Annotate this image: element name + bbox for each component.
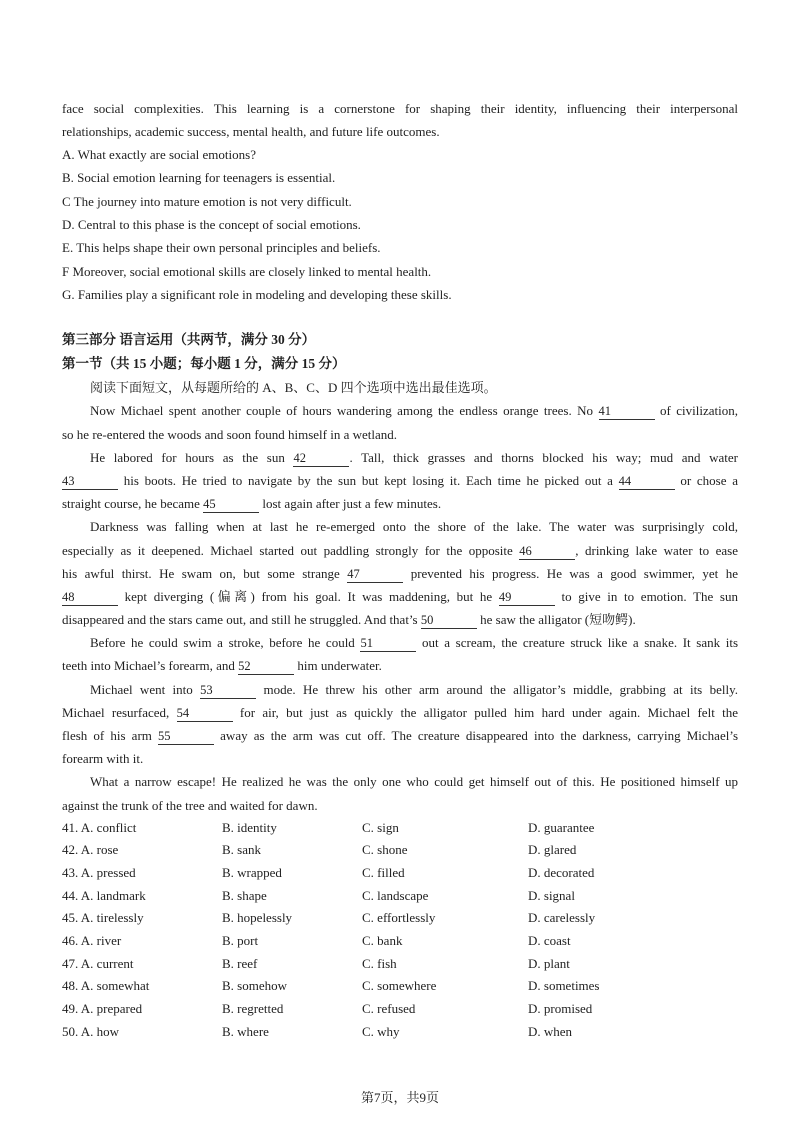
cloze-text: mode. He threw his other arm around the alligator’s middle, grabbing at its belly. [256,681,738,697]
choice-row [62,1021,738,1044]
section-title: 第一节（共 15 小题；每小题 1 分，满分 15 分） [62,356,346,371]
cloze-text: him underwater. [294,658,382,674]
cloze-text: Now Michael spent another couple of hours wandering among the endless orange trees. No [90,403,599,419]
cloze-text: lost again after just a few minutes. [259,496,442,512]
cloze-blank-46: 46 [519,544,575,560]
sentence-option-e: E. This helps shape their own personal principles and beliefs. [62,240,381,256]
choice-option-d: D. promised [528,1001,593,1017]
cloze-line [62,631,738,654]
choice-option-b: B. somehow [222,978,287,994]
choice-option-a: 47. A. current [62,955,134,971]
choice-option-d: D. signal [528,887,575,903]
cloze-text: Darkness was falling when at last he re-emerged onto the shore of the lake. The water was surprisingly cold, [90,519,738,535]
cloze-text: What a narrow escape! He realized he was the only one who could get himself out of this. He positioned himself up [90,774,738,790]
cloze-text: disappeared and the stars came out, and still he struggled. And that’s [62,612,421,628]
cloze-line [62,770,738,793]
choice-row [62,862,738,885]
cloze-text: for air, but just as quickly the alligator pulled him hard under again. Michael felt the [232,704,738,720]
cloze-text: away as the arm was cut off. The creature disappeared into the darkness, carrying Michael’s [214,728,738,744]
cloze-text: he saw the alligator (短吻鳄). [476,612,636,628]
choice-option-b: B. port [222,933,259,949]
cloze-line [62,654,738,677]
cloze-line [62,701,738,724]
choice-option-b: B. wrapped [222,864,282,880]
choice-option-c: C. fish [362,955,397,971]
choices-table [62,817,738,1044]
sentence-option-b: B. Social emotion learning for teenagers is essential. [62,170,336,186]
choice-row [62,839,738,862]
cloze-line [62,515,738,538]
cloze-text: flesh of his arm [62,728,159,744]
cloze-text: straight course, he became [62,496,204,512]
cloze-blank-51: 51 [360,636,416,652]
choice-option-c: C. effortlessly [362,910,436,926]
cloze-text: forearm with it. [62,751,144,767]
choice-option-c: C. sign [362,819,399,835]
cloze-text: out a scream, the creature struck like a snake. It sank its [416,635,739,651]
sentence-option-g: G. Families play a significant role in modeling and developing these skills. [62,286,452,302]
choice-option-b: B. hopelessly [222,910,293,926]
instruction: 阅读下面短文，从每题所给的 A、B、C、D 四个选项中选出最佳选项。 [90,380,497,395]
cloze-text: or chose a [674,472,738,488]
choice-row [62,953,738,976]
intro-passage [62,97,738,307]
choice-option-d: D. when [528,1023,573,1039]
cloze-text: especially as it deepened. Michael started out paddling strongly for the opposite [62,542,520,558]
choice-option-c: C. shone [362,842,408,858]
cloze-blank-55: 55 [158,729,214,745]
cloze-line [62,539,738,562]
choice-row [62,975,738,998]
choice-row [62,907,738,930]
choice-option-b: B. identity [222,819,277,835]
cloze-line [62,469,738,492]
cloze-blank-41: 41 [599,404,655,420]
choice-option-b: B. shape [222,887,267,903]
choice-option-a: 48. A. somewhat [62,978,150,994]
choice-option-a: 46. A. river [62,933,122,949]
cloze-blank-54: 54 [177,706,233,722]
cloze-line [62,585,738,608]
cloze-text: of civilization, [654,403,738,419]
cloze-line [62,399,738,422]
choice-option-c: C. bank [362,933,403,949]
cloze-blank-43: 43 [62,474,118,490]
choice-option-c: C. somewhere [362,978,437,994]
cloze-blank-52: 52 [238,659,294,675]
cloze-blank-42: 42 [293,451,349,467]
choice-option-a: 44. A. landmark [62,887,146,903]
choice-option-d: D. carelessly [528,910,596,926]
cloze-blank-47: 47 [347,567,403,583]
choice-option-a: 49. A. prepared [62,1001,143,1017]
choice-option-b: B. where [222,1023,269,1039]
passage-line: relationships, academic success, mental health, and future life outcomes. [62,123,440,139]
choice-option-d: D. sometimes [528,978,600,994]
choice-option-d: D. coast [528,933,571,949]
cloze-text: prevented his progress. He was a good swimmer, yet he [403,565,738,581]
choice-option-a: 42. A. rose [62,842,119,858]
choice-option-c: C. why [362,1023,400,1039]
sentence-option-c: C The journey into mature emotion is not very difficult. [62,193,352,209]
choice-row [62,930,738,953]
cloze-passage [62,399,738,816]
cloze-blank-50: 50 [421,613,477,629]
choice-row [62,817,738,840]
choice-option-b: B. regretted [222,1001,284,1017]
sentence-option-d: D. Central to this phase is the concept of social emotions. [62,216,361,232]
cloze-blank-53: 53 [200,683,256,699]
cloze-text: , drinking lake water to ease [575,542,738,558]
cloze-line [62,423,738,446]
choice-option-a: 50. A. how [62,1023,120,1039]
choice-option-a: 41. A. conflict [62,819,137,835]
cloze-text: Michael went into [90,681,201,697]
part-title: 第三部分 语言运用（共两节，满分 30 分） [62,332,316,347]
cloze-line [62,724,738,747]
cloze-text: against the trunk of the tree and waited for dawn. [62,797,318,813]
cloze-text: He labored for hours as the sun [90,449,294,465]
choice-option-d: D. glared [528,842,577,858]
cloze-blank-45: 45 [203,497,259,513]
choice-option-b: B. reef [222,955,258,971]
choice-option-c: C. landscape [362,887,429,903]
page-footer: 第7页，共9页 [360,1090,439,1105]
choice-option-c: C. refused [362,1001,416,1017]
choice-option-d: D. decorated [528,864,595,880]
cloze-line [62,562,738,585]
choice-option-d: D. guarantee [528,819,595,835]
cloze-text: his boots. He tried to navigate by the sun but kept losing it. Each time he picked out a [118,472,619,488]
cloze-line [62,794,738,817]
cloze-text: teeth into Michael’s forearm, and [62,658,239,674]
choice-option-c: C. filled [362,864,405,880]
choice-option-d: D. plant [528,955,570,971]
choice-row [62,885,738,908]
choice-option-a: 43. A. pressed [62,864,136,880]
cloze-text: to give in to emotion. The sun [554,588,738,604]
choice-option-a: 45. A. tirelessly [62,910,144,926]
passage-line: face social complexities. This learning is a cornerstone for shaping their identity, influencing their interpersonal [62,100,738,116]
sentence-option-f: F Moreover, social emotional skills are closely linked to mental health. [62,263,432,279]
choice-option-b: B. sank [222,842,261,858]
cloze-line [62,608,738,631]
choice-row [62,998,738,1021]
cloze-text: . Tall, thick grasses and thorns blocked his way; mud and water [349,449,738,465]
cloze-line [62,678,738,701]
cloze-text: so he re-entered the woods and soon found himself in a wetland. [62,426,398,442]
cloze-line [62,492,738,515]
cloze-line [62,747,738,770]
cloze-blank-48: 48 [62,590,118,606]
cloze-text: kept diverging (偏离) from his goal. It was maddening, but he [118,588,499,604]
cloze-blank-49: 49 [499,590,555,606]
cloze-blank-44: 44 [619,474,675,490]
cloze-line [62,446,738,469]
cloze-text: his awful thirst. He swam on, but some strange [62,565,348,581]
section-header [62,328,738,400]
cloze-text: Michael resurfaced, [62,704,177,720]
cloze-text: Before he could swim a stroke, before he could [90,635,361,651]
sentence-option-a: A. What exactly are social emotions? [62,147,256,163]
